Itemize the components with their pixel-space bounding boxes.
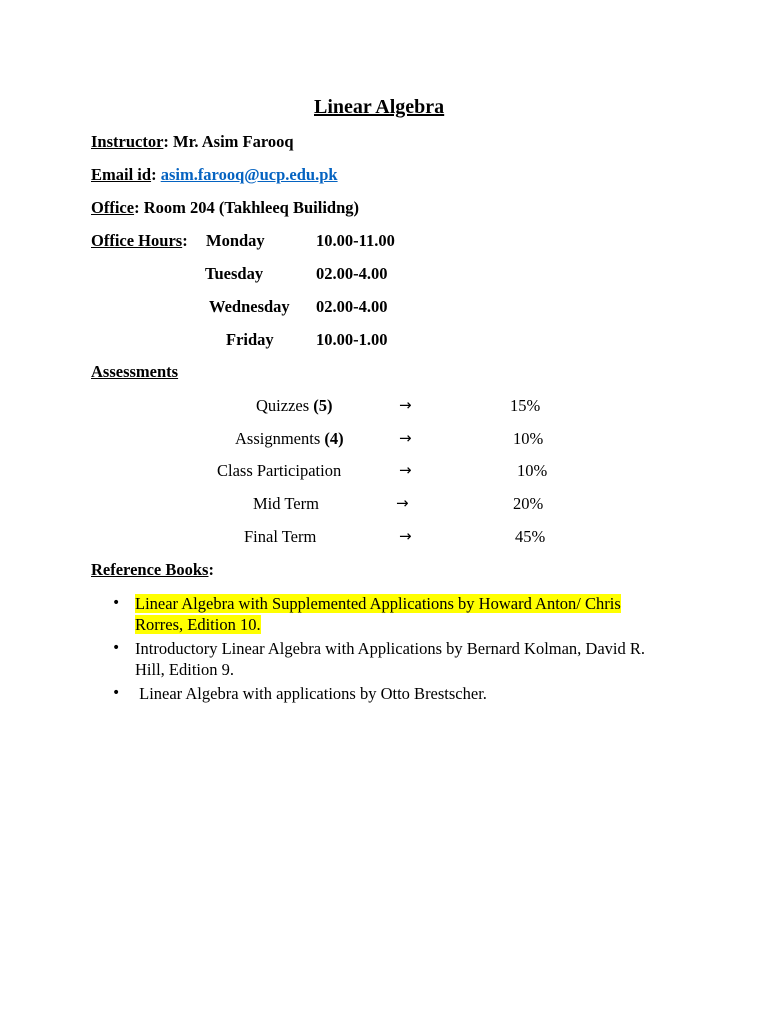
page-title: Linear Algebra — [314, 96, 445, 118]
assessment-name — [235, 429, 344, 449]
office-hours-day: Tuesday — [205, 264, 264, 283]
assessment-name-text: Quizzes — [256, 396, 310, 415]
instructor-value: Mr. Asim Farooq — [173, 132, 294, 151]
assessment-name: Mid Term — [253, 494, 319, 513]
arrow-icon: → — [396, 494, 409, 512]
arrow-icon: → — [399, 396, 412, 414]
list-item — [112, 683, 672, 704]
book-title: Linear Algebra with applications by Otto Brestscher. — [135, 684, 487, 703]
office-value: Room 204 (Takhleeq Builidng) — [143, 198, 360, 217]
assessment-weight: 45% — [515, 527, 546, 546]
instructor-colon: : — [163, 132, 174, 151]
reference-books-list — [112, 593, 672, 707]
email-link[interactable]: asim.farooq@ucp.edu.pk — [160, 165, 338, 184]
book-title-highlighted: Linear Algebra with Supplemented Applications by Howard Anton/ Chris Rorres, Edition 10. — [135, 594, 621, 634]
office-hours-time: 10.00-11.00 — [316, 231, 395, 250]
office-hours-time: 10.00-1.00 — [316, 330, 388, 349]
assessments-heading: Assessments — [91, 362, 179, 381]
assessment-name-text: Assignments — [235, 429, 321, 448]
assessment-weight: 10% — [517, 461, 548, 480]
list-item — [112, 638, 672, 680]
instructor-label: Instructor — [91, 132, 164, 151]
instructor-line — [91, 132, 294, 152]
assessment-name — [256, 396, 333, 416]
assessment-weight: 10% — [513, 429, 544, 448]
office-colon: : — [134, 198, 144, 217]
reference-books-heading-line — [91, 560, 214, 580]
office-hours-day: Friday — [226, 330, 274, 349]
email-colon: : — [151, 165, 161, 184]
assessment-weight: 20% — [513, 494, 544, 513]
office-line — [91, 198, 359, 218]
arrow-icon: → — [399, 461, 412, 479]
office-label: Office — [91, 198, 135, 217]
bullet-icon: • — [112, 595, 121, 611]
assessment-count: (4) — [324, 429, 344, 448]
office-hours-day: Wednesday — [209, 297, 290, 316]
arrow-icon: → — [399, 527, 412, 545]
office-hours-label: Office Hours — [91, 231, 183, 250]
email-line — [91, 165, 338, 185]
bullet-icon: • — [112, 685, 121, 701]
office-hours-colon: : — [182, 231, 188, 250]
office-hours-label-line — [91, 231, 188, 251]
arrow-icon: → — [399, 429, 412, 447]
office-hours-time: 02.00-4.00 — [316, 264, 388, 283]
assessment-name: Class Participation — [217, 461, 342, 480]
assessment-name: Final Term — [244, 527, 317, 546]
bullet-icon: • — [112, 640, 121, 656]
office-hours-day: Monday — [206, 231, 265, 250]
assessment-weight: 15% — [510, 396, 541, 415]
reference-books-colon: : — [208, 560, 214, 579]
list-item — [112, 593, 672, 635]
email-label: Email id — [91, 165, 152, 184]
book-title: Introductory Linear Algebra with Applications by Bernard Kolman, David R. Hill, Edition 9. — [135, 639, 646, 679]
office-hours-time: 02.00-4.00 — [316, 297, 388, 316]
reference-books-heading: Reference Books — [91, 560, 209, 579]
assessment-count: (5) — [313, 396, 333, 415]
